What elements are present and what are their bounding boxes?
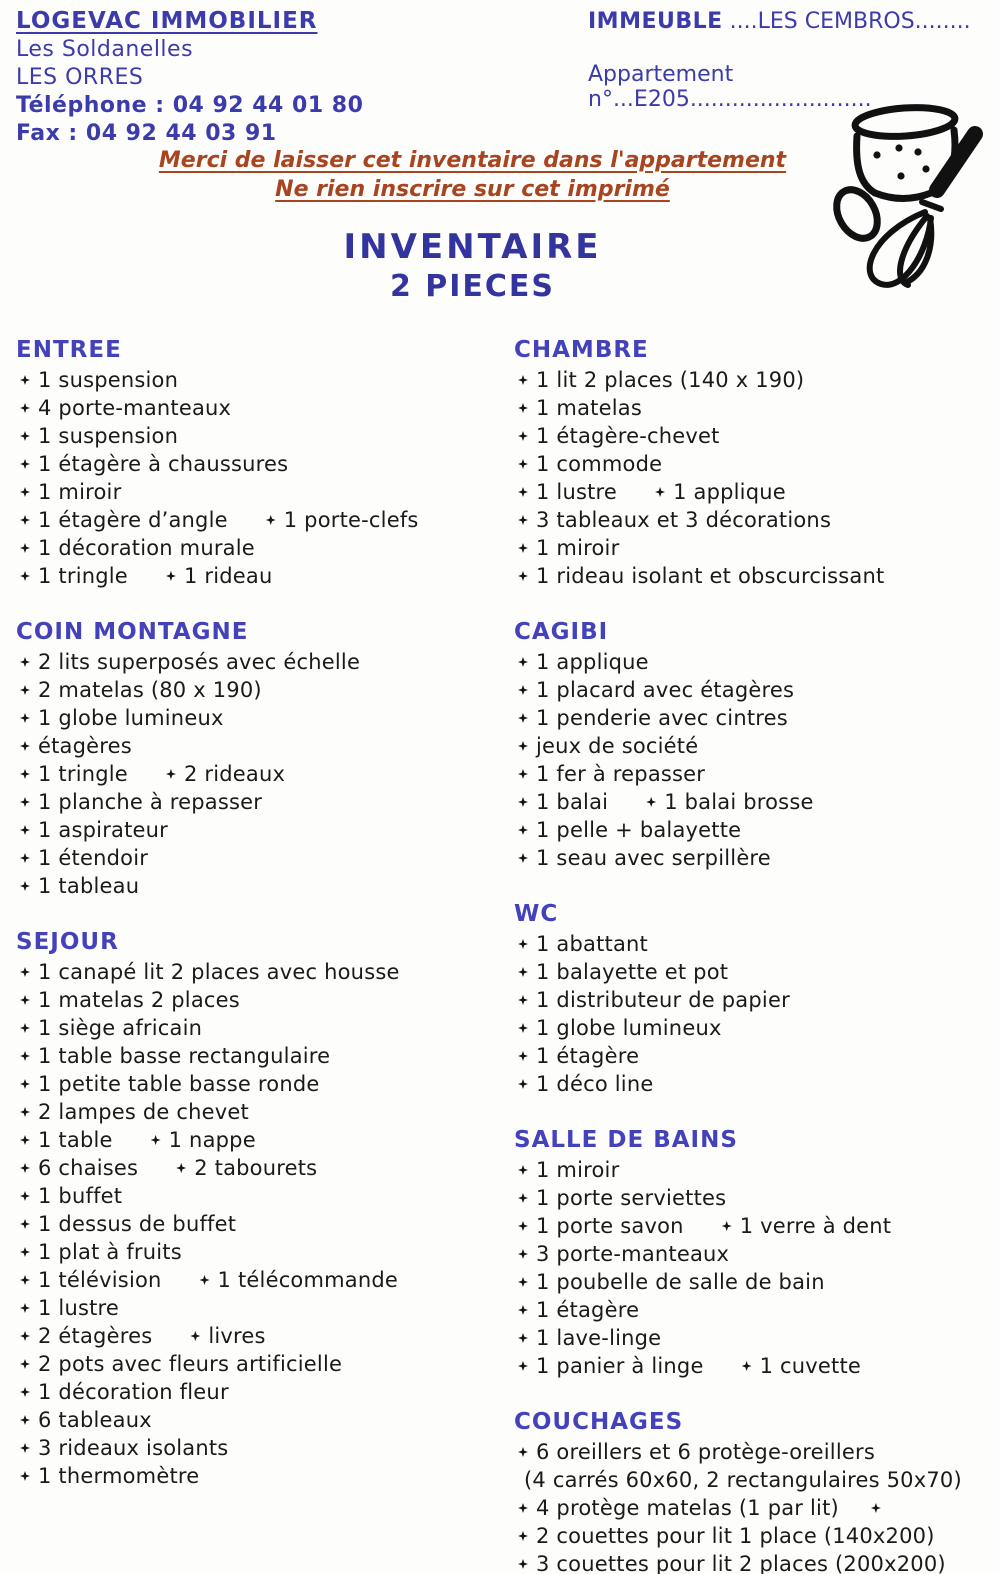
diamond-bullet-icon	[20, 1023, 30, 1033]
item-text: 1 étendoir	[38, 846, 149, 870]
section-coin-montagne	[16, 618, 502, 900]
diamond-bullet-icon	[518, 515, 528, 525]
item-text: 1 lustre	[38, 1296, 120, 1320]
item-text: 1 thermomètre	[38, 1464, 200, 1488]
section-heading-salle-de-bains: SALLE DE BAINS	[514, 1127, 738, 1153]
item-text: 1 planche à repasser	[38, 790, 263, 814]
diamond-bullet-icon	[518, 657, 528, 667]
item-text: jeux de société	[536, 734, 699, 758]
inventory-item	[20, 844, 502, 872]
item-text: 6 tableaux	[38, 1408, 152, 1432]
item-text: 1 dessus de buffet	[38, 1212, 237, 1236]
document-title	[0, 226, 945, 306]
item-text: 3 rideaux isolants	[38, 1436, 229, 1460]
diamond-bullet-icon	[518, 769, 528, 779]
inventory-item	[518, 1522, 1000, 1550]
diamond-bullet-icon	[518, 1249, 528, 1259]
diamond-bullet-icon	[20, 881, 30, 891]
diamond-bullet-icon	[20, 403, 30, 413]
inventory-item	[20, 1350, 502, 1378]
inventory-item	[20, 1154, 502, 1182]
diamond-bullet-icon	[518, 967, 528, 977]
section-heading-couchages: COUCHAGES	[514, 1409, 684, 1435]
diamond-bullet-icon	[20, 1191, 30, 1201]
diamond-bullet-icon	[20, 487, 30, 497]
diamond-bullet-icon	[518, 1503, 528, 1513]
inventory-item	[20, 506, 502, 534]
diamond-bullet-icon	[518, 1361, 528, 1371]
item-text: 1 tableau	[38, 874, 140, 898]
inventory-item	[20, 676, 502, 704]
diamond-bullet-icon	[20, 543, 30, 553]
item-text: 1 étagère-chevet	[536, 424, 720, 448]
item-text: 1 porte serviettes	[536, 1186, 727, 1210]
diamond-bullet-icon	[190, 1331, 200, 1341]
diamond-bullet-icon	[518, 853, 528, 863]
item-text: 1 décoration murale	[38, 536, 255, 560]
item-text: 1 miroir	[38, 480, 122, 504]
inventory-item	[518, 844, 1000, 872]
inventory-item	[518, 1042, 1000, 1070]
item-text: 1 verre à dent	[739, 1214, 892, 1238]
inventory-item	[20, 872, 502, 900]
item-text: 1 poubelle de salle de bain	[536, 1270, 825, 1294]
item-text: 1 commode	[536, 452, 663, 476]
inventory-item	[518, 1240, 1000, 1268]
item-text: 1 fer à repasser	[536, 762, 706, 786]
agency-fax: Fax : 04 92 44 03 91	[16, 121, 277, 146]
agency-city: LES ORRES	[16, 65, 144, 90]
diamond-bullet-icon	[518, 741, 528, 751]
inventory-item	[518, 986, 1000, 1014]
inventory-item	[20, 704, 502, 732]
inventory-item	[20, 534, 502, 562]
diamond-bullet-icon	[722, 1221, 732, 1231]
diamond-bullet-icon	[20, 713, 30, 723]
diamond-bullet-icon	[518, 403, 528, 413]
item-text: 1 matelas 2 places	[38, 988, 240, 1012]
inventory-item	[518, 958, 1000, 986]
inventory-item	[518, 930, 1000, 958]
inventory-item	[518, 676, 1000, 704]
inventory-item	[20, 1462, 502, 1490]
inventory-item	[20, 1098, 502, 1126]
inventory-item	[20, 562, 502, 590]
section-sejour	[16, 928, 502, 1490]
item-text: 1 petite table basse ronde	[38, 1072, 320, 1096]
item-text: 1 plat à fruits	[38, 1240, 182, 1264]
inventory-item	[20, 1182, 502, 1210]
item-text: 1 globe lumineux	[38, 706, 224, 730]
section-heading-coin-montagne: COIN MONTAGNE	[16, 619, 249, 645]
building-line	[588, 8, 971, 36]
diamond-bullet-icon	[518, 1023, 528, 1033]
item-text: 1 balai brosse	[664, 790, 814, 814]
inventory-item	[518, 788, 1000, 816]
diamond-bullet-icon	[518, 571, 528, 581]
diamond-bullet-icon	[518, 431, 528, 441]
item-text: 3 couettes pour lit 2 places (200x200)	[536, 1552, 946, 1574]
inventory-item	[20, 422, 502, 450]
inventory-item	[20, 1406, 502, 1434]
title-line-2: 2 PIECES	[389, 269, 556, 304]
item-text: 2 lits superposés avec échelle	[38, 650, 361, 674]
inventory-item	[518, 366, 1000, 394]
item-text: 1 aspirateur	[38, 818, 169, 842]
inventory-item	[518, 422, 1000, 450]
diamond-bullet-icon	[20, 657, 30, 667]
diamond-bullet-icon	[20, 1303, 30, 1313]
section-wc	[514, 900, 1000, 1098]
inventory-item	[518, 648, 1000, 676]
item-text: 1 tringle	[38, 762, 128, 786]
notices	[0, 146, 945, 204]
diamond-bullet-icon	[871, 1503, 881, 1513]
diamond-bullet-icon	[151, 1135, 161, 1145]
item-list	[514, 1154, 1000, 1380]
inventory-item	[20, 450, 502, 478]
diamond-bullet-icon	[518, 1305, 528, 1315]
inventory-item	[518, 1070, 1000, 1098]
inventory-item	[20, 816, 502, 844]
inventory-item	[20, 1378, 502, 1406]
inventory-item	[518, 1324, 1000, 1352]
diamond-bullet-icon	[20, 375, 30, 385]
inventory-item	[518, 1550, 1000, 1574]
inventory-item	[518, 1184, 1000, 1212]
item-text: 1 applique	[536, 650, 649, 674]
inventory-item	[20, 1322, 502, 1350]
diamond-bullet-icon	[166, 571, 176, 581]
inventory-item	[518, 1156, 1000, 1184]
item-text: 1 seau avec serpillère	[536, 846, 771, 870]
diamond-bullet-icon	[166, 769, 176, 779]
diamond-bullet-icon	[20, 1387, 30, 1397]
diamond-bullet-icon	[20, 1471, 30, 1481]
section-heading-entree: ENTREE	[16, 337, 122, 363]
inventory-item	[20, 394, 502, 422]
item-text: 1 abattant	[536, 932, 648, 956]
item-text: 1 siège africain	[38, 1016, 203, 1040]
item-text: 1 décoration fleur	[38, 1380, 229, 1404]
item-text: 1 porte savon	[536, 1214, 684, 1238]
inventory-item	[20, 1126, 502, 1154]
item-text: 4 protège matelas (1 par lit)	[536, 1496, 839, 1520]
item-text: étagères	[38, 734, 132, 758]
item-text: 1 panier à linge	[536, 1354, 704, 1378]
item-text: 1 rideau	[183, 564, 273, 588]
item-text: 1 suspension	[38, 424, 179, 448]
inventory-item	[518, 562, 1000, 590]
item-text: 1 table basse rectangulaire	[38, 1044, 331, 1068]
diamond-bullet-icon	[20, 995, 30, 1005]
diamond-bullet-icon	[518, 713, 528, 723]
inventory-item	[518, 1296, 1000, 1324]
item-text: 2 étagères	[38, 1324, 153, 1348]
section-heading-chambre: CHAMBRE	[514, 337, 649, 363]
agency-phone: Téléphone : 04 92 44 01 80	[16, 93, 364, 118]
inventory-item	[518, 1438, 1000, 1466]
inventory-item	[20, 1014, 502, 1042]
section-salle-de-bains	[514, 1126, 1000, 1380]
item-text: 1 suspension	[38, 368, 179, 392]
diamond-bullet-icon	[518, 487, 528, 497]
item-text: 2 tabourets	[194, 1156, 318, 1180]
title-line-1: INVENTAIRE	[343, 227, 602, 267]
diamond-bullet-icon	[518, 1221, 528, 1231]
item-text: 1 penderie avec cintres	[536, 706, 788, 730]
section-chambre	[514, 336, 1000, 590]
item-text: 1 tringle	[38, 564, 128, 588]
item-text: 1 lave-linge	[536, 1326, 662, 1350]
diamond-bullet-icon	[266, 515, 276, 525]
inventory-item	[20, 1238, 502, 1266]
inventory-item	[518, 1014, 1000, 1042]
diamond-bullet-icon	[200, 1275, 210, 1285]
inventory-item	[20, 958, 502, 986]
item-list	[16, 364, 502, 590]
item-list	[514, 364, 1000, 590]
item-text: 1 étagère	[536, 1044, 640, 1068]
agency-name: LOGEVAC IMMOBILIER	[16, 8, 318, 34]
item-text: livres	[208, 1324, 266, 1348]
item-text: 1 nappe	[168, 1128, 256, 1152]
whisk-egg-bowl-icon	[812, 92, 994, 292]
apartment-line: Appartement n°...E205..........................	[588, 62, 872, 112]
item-list	[16, 956, 502, 1490]
item-text: 1 pelle + balayette	[536, 818, 742, 842]
section-heading-wc: WC	[514, 901, 559, 927]
inventory-item	[518, 534, 1000, 562]
diamond-bullet-icon	[518, 543, 528, 553]
inventory-item	[20, 478, 502, 506]
item-text: 2 matelas (80 x 190)	[38, 678, 262, 702]
inventory-item	[518, 450, 1000, 478]
diamond-bullet-icon	[518, 375, 528, 385]
inventory-item	[20, 760, 502, 788]
inventory-item	[20, 1434, 502, 1462]
item-text: 1 lit 2 places (140 x 190)	[536, 368, 805, 392]
item-text: 1 buffet	[38, 1184, 123, 1208]
diamond-bullet-icon	[20, 1163, 30, 1173]
inventory-item	[518, 1352, 1000, 1380]
diamond-bullet-icon	[518, 1051, 528, 1061]
item-text: 2 pots avec fleurs artificielle	[38, 1352, 343, 1376]
item-text: 1 matelas	[536, 396, 642, 420]
item-text: 1 rideau isolant et obscurcissant	[536, 564, 885, 588]
diamond-bullet-icon	[20, 515, 30, 525]
item-text: 1 cuvette	[759, 1354, 862, 1378]
diamond-bullet-icon	[20, 1415, 30, 1425]
inventory-item	[20, 986, 502, 1014]
inventory-item	[518, 1494, 1000, 1522]
inventory-item	[20, 648, 502, 676]
diamond-bullet-icon	[518, 459, 528, 469]
diamond-bullet-icon	[518, 1333, 528, 1343]
item-text: (4 carrés 60x60, 2 rectangulaires 50x70)	[524, 1468, 962, 1492]
diamond-bullet-icon	[20, 769, 30, 779]
item-text: 4 porte-manteaux	[38, 396, 232, 420]
notice-do-not-write: Ne rien inscrire sur cet imprimé	[275, 177, 670, 202]
inventory-item	[20, 1266, 502, 1294]
diamond-bullet-icon	[20, 1135, 30, 1145]
section-entree	[16, 336, 502, 590]
column-right	[514, 336, 1000, 1574]
agency-residence: Les Soldanelles	[16, 37, 194, 62]
inventory-item	[518, 704, 1000, 732]
item-text: 1 placard avec étagères	[536, 678, 795, 702]
item-text: 1 balai	[536, 790, 609, 814]
diamond-bullet-icon	[518, 1277, 528, 1287]
diamond-bullet-icon	[518, 797, 528, 807]
inventory-item	[518, 1268, 1000, 1296]
inventory-item	[518, 394, 1000, 422]
item-text: 2 rideaux	[183, 762, 286, 786]
item-text: 1 lustre	[536, 480, 618, 504]
item-text: 1 miroir	[536, 536, 620, 560]
item-text: 1 miroir	[536, 1158, 620, 1182]
inventory-item	[20, 1210, 502, 1238]
diamond-bullet-icon	[20, 853, 30, 863]
building-value: ....LES CEMBROS........	[722, 9, 971, 34]
diamond-bullet-icon	[518, 1531, 528, 1541]
section-heading-cagibi: CAGIBI	[514, 619, 609, 645]
item-text: 1 étagère	[536, 1298, 640, 1322]
item-text: 3 tableaux et 3 décorations	[536, 508, 832, 532]
diamond-bullet-icon	[20, 431, 30, 441]
item-text: 1 table	[38, 1128, 113, 1152]
diamond-bullet-icon	[20, 1275, 30, 1285]
diamond-bullet-icon	[518, 1559, 528, 1569]
diamond-bullet-icon	[518, 1079, 528, 1089]
diamond-bullet-icon	[518, 685, 528, 695]
inventory-item	[20, 1042, 502, 1070]
diamond-bullet-icon	[20, 967, 30, 977]
inventory-item-continuation	[518, 1466, 1000, 1494]
item-text: 1 globe lumineux	[536, 1016, 722, 1040]
diamond-bullet-icon	[518, 825, 528, 835]
inventory-item	[518, 760, 1000, 788]
diamond-bullet-icon	[20, 797, 30, 807]
diamond-bullet-icon	[742, 1361, 752, 1371]
item-text: 1 télécommande	[217, 1268, 399, 1292]
notice-keep-inventory: Merci de laisser cet inventaire dans l'appartement	[158, 148, 787, 173]
column-left	[16, 336, 502, 1518]
item-text: 1 balayette et pot	[536, 960, 729, 984]
inventory-item	[20, 788, 502, 816]
item-list	[16, 646, 502, 900]
inventory-item	[518, 478, 1000, 506]
inventory-item	[518, 816, 1000, 844]
inventory-item	[20, 732, 502, 760]
item-text: 1 étagère à chaussures	[38, 452, 289, 476]
item-text: 1 applique	[673, 480, 786, 504]
diamond-bullet-icon	[518, 1193, 528, 1203]
diamond-bullet-icon	[20, 459, 30, 469]
diamond-bullet-icon	[20, 1107, 30, 1117]
item-text: 1 étagère d’angle	[38, 508, 228, 532]
inventory-item	[20, 1070, 502, 1098]
section-heading-sejour: SEJOUR	[16, 929, 119, 955]
diamond-bullet-icon	[176, 1163, 186, 1173]
diamond-bullet-icon	[20, 741, 30, 751]
inventory-item	[20, 366, 502, 394]
diamond-bullet-icon	[20, 825, 30, 835]
diamond-bullet-icon	[20, 571, 30, 581]
inventory-item	[518, 506, 1000, 534]
diamond-bullet-icon	[20, 1247, 30, 1257]
diamond-bullet-icon	[20, 1219, 30, 1229]
diamond-bullet-icon	[518, 1447, 528, 1457]
item-list	[514, 646, 1000, 872]
section-cagibi	[514, 618, 1000, 872]
diamond-bullet-icon	[20, 685, 30, 695]
item-list	[514, 1436, 1000, 1574]
item-text: 2 lampes de chevet	[38, 1100, 249, 1124]
item-text: 1 distributeur de papier	[536, 988, 790, 1012]
item-text: 1 télévision	[38, 1268, 162, 1292]
inventory-item	[518, 732, 1000, 760]
item-text: 3 porte-manteaux	[536, 1242, 730, 1266]
item-text: 1 porte-clefs	[283, 508, 419, 532]
whisk-egg-bowl-illustration	[812, 92, 994, 292]
item-text: 2 couettes pour lit 1 place (140x200)	[536, 1524, 935, 1548]
item-list	[514, 928, 1000, 1098]
diamond-bullet-icon	[20, 1079, 30, 1089]
item-text: 1 déco line	[536, 1072, 654, 1096]
diamond-bullet-icon	[20, 1331, 30, 1341]
diamond-bullet-icon	[20, 1443, 30, 1453]
diamond-bullet-icon	[20, 1051, 30, 1061]
diamond-bullet-icon	[20, 1359, 30, 1369]
diamond-bullet-icon	[518, 939, 528, 949]
diamond-bullet-icon	[518, 1165, 528, 1175]
item-text: 6 oreillers et 6 protège-oreillers	[536, 1440, 875, 1464]
diamond-bullet-icon	[518, 995, 528, 1005]
inventory-item	[20, 1294, 502, 1322]
inventory-item	[518, 1212, 1000, 1240]
diamond-bullet-icon	[655, 487, 665, 497]
building-label: IMMEUBLE	[588, 9, 723, 34]
item-text: 6 chaises	[38, 1156, 139, 1180]
agency-header	[16, 6, 363, 148]
section-couchages	[514, 1408, 1000, 1574]
diamond-bullet-icon	[646, 797, 656, 807]
item-text: 1 canapé lit 2 places avec housse	[38, 960, 400, 984]
